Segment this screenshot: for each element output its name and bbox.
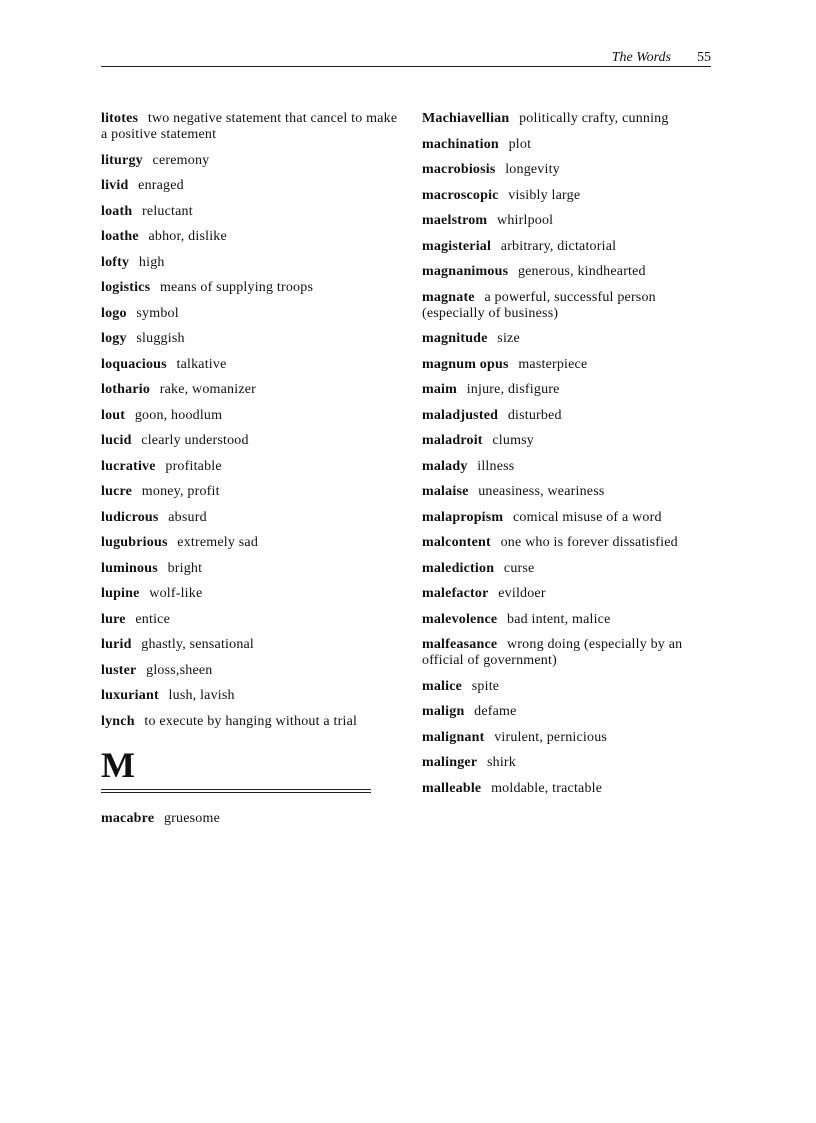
entry-definition: sluggish [136,331,185,346]
dictionary-entry [101,408,401,424]
entry-term: malady [422,458,468,474]
entry-term: litotes [101,111,139,126]
entry-definition: talkative [176,356,227,372]
section-letter: M [101,745,135,785]
entry-definition: visibly large [508,187,581,203]
dictionary-entry [422,679,722,695]
entry-definition: politically crafty, cunning [519,111,669,126]
dictionary-entry [422,433,722,449]
entry-definition: symbol [136,305,179,321]
entry-term: maim [422,382,458,397]
dictionary-entry [101,637,401,653]
entry-term: malignant [422,729,485,745]
dictionary-entry [422,357,722,373]
entry-definition: enraged [138,178,184,193]
entry-term: luminous [101,560,158,576]
entry-term: lynch [101,713,135,729]
entry-term: maladjusted [422,407,499,423]
entry-definition: generous, kindhearted [517,264,646,279]
entry-term: malevolence [422,611,498,627]
dictionary-entry [101,331,401,347]
dictionary-entry [101,382,401,398]
dictionary-entry [101,586,401,602]
dictionary-entry [101,255,401,271]
entry-term: lothario [101,382,151,397]
entry-definition: evildoer [498,586,546,601]
entry-term: livid [101,178,129,193]
dictionary-entry [422,188,722,204]
running-head-title: The Words [611,50,671,65]
dictionary-entry [422,111,722,127]
entry-term: logistics [101,280,151,295]
entry-term: magnitude [422,331,488,346]
entry-definition: to execute by hanging without a trial [144,713,358,729]
dictionary-entry [422,781,722,797]
dictionary-entry [101,561,401,577]
entry-definition: profitable [165,458,222,474]
dictionary-entry [101,204,401,220]
entry-term: logy [101,331,127,346]
dictionary-entry [422,408,722,424]
entry-term: malaise [422,484,469,499]
entry-definition: wolf-like [149,586,203,601]
entry-definition: whirlpool [497,213,554,228]
entry-definition: gruesome [163,811,220,826]
entry-term: malfeasance [422,637,498,652]
entry-definition: size [497,331,520,346]
dictionary-entry [422,704,722,720]
entry-term: malinger [422,755,478,770]
entry-definition: high [138,254,165,270]
entry-definition: entice [135,611,170,627]
entry-term: luster [101,662,137,678]
entry-definition: one who is forever dissatisfied [500,535,678,550]
dictionary-entry [101,433,401,449]
dictionary-entry [101,357,401,373]
dictionary-entry [422,331,722,347]
entry-term: lugubrious [101,535,168,550]
entry-term: liturgy [101,152,143,168]
entry-definition: bad intent, malice [507,611,611,627]
entry-definition: goon, hoodlum [134,407,223,423]
entry-term: malapropism [422,509,504,525]
dictionary-entry [101,612,401,628]
entry-definition: illness [477,458,515,474]
dictionary-entry [101,306,401,322]
entry-term: maelstrom [422,213,488,228]
entry-definition: bright [167,560,203,576]
entry-term: logo [101,305,127,321]
entry-term: malign [422,704,465,719]
dictionary-entry [101,111,401,143]
dictionary-entry [101,229,401,245]
entry-term: maladroit [422,433,483,448]
entry-definition: clumsy [492,433,535,448]
running-head [101,50,711,66]
dictionary-entry [101,811,401,827]
right-column [422,111,722,806]
entry-definition: rake, womanizer [159,382,257,397]
entry-definition: means of supplying troops [159,280,314,295]
entry-definition: extremely sad [177,535,259,550]
entry-term: lurid [101,637,132,652]
left-entry-list [101,111,401,730]
dictionary-entry [101,178,401,194]
dictionary-entry [101,510,401,526]
entry-definition: masterpiece [518,356,588,372]
entry-definition: longevity [505,162,560,177]
dictionary-entry [101,153,401,169]
entry-definition: ceremony [152,152,210,168]
entry-definition: plot [508,136,532,152]
entry-term: macroscopic [422,187,499,203]
dictionary-entry [101,714,401,730]
section-rule [101,789,371,790]
entry-definition: virulent, pernicious [494,729,608,745]
entry-term: lucre [101,484,133,499]
dictionary-entry [422,730,722,746]
entry-definition: money, profit [141,484,220,499]
entry-term: lout [101,407,126,423]
entry-term: ludicrous [101,509,159,525]
dictionary-entry [101,663,401,679]
entry-term: malediction [422,560,495,576]
dictionary-entry [101,535,401,551]
dictionary-entry [422,264,722,280]
entry-definition: abhor, dislike [148,229,227,244]
entry-definition: clearly understood [141,433,249,448]
left-column [101,111,401,837]
entry-definition: defame [474,704,517,719]
section-rule [101,792,371,793]
dictionary-entry [101,459,401,475]
dictionary-entry [101,484,401,500]
entry-definition: two negative statement that cancel to make a positive statement [101,111,398,142]
entry-definition: absurd [168,509,207,525]
entry-term: Machiavellian [422,111,510,126]
entry-definition: disturbed [507,407,562,423]
entry-definition: shirk [486,755,516,770]
entry-term: lucid [101,433,132,448]
dictionary-entry [422,162,722,178]
entry-definition: gloss,sheen [146,662,213,678]
entry-definition: comical misuse of a word [513,509,662,525]
dictionary-entry [422,382,722,398]
entry-term: lupine [101,586,140,601]
dictionary-entry [422,755,722,771]
dictionary-entry [422,213,722,229]
page-number: 55 [697,50,711,65]
dictionary-entry [101,280,401,296]
m-entry-list [101,811,401,827]
entry-definition: wrong doing (especially by an official of government) [422,637,683,668]
entry-definition: injure, disfigure [466,382,560,397]
dictionary-entry [422,239,722,255]
dictionary-entry [422,290,722,322]
entry-term: magnate [422,289,475,305]
entry-term: lure [101,611,126,627]
entry-term: malcontent [422,535,491,550]
entry-term: lucrative [101,458,156,474]
entry-term: loquacious [101,356,167,372]
dictionary-entry [422,510,722,526]
entry-term: lofty [101,254,130,270]
entry-term: macrobiosis [422,162,496,177]
entry-term: magisterial [422,238,492,254]
entry-term: luxuriant [101,688,159,703]
header-rule [101,66,711,67]
entry-definition: moldable, tractable [491,780,603,796]
entry-term: machination [422,136,499,152]
entry-term: magnanimous [422,264,509,279]
entry-term: loath [101,203,133,219]
dictionary-entry [422,535,722,551]
entry-term: malleable [422,780,482,796]
dictionary-entry [422,137,722,153]
entry-definition: arbitrary, dictatorial [500,238,617,254]
entry-definition: ghastly, sensational [141,637,255,652]
entry-definition: spite [471,678,500,694]
dictionary-entry [422,612,722,628]
entry-term: macabre [101,811,155,826]
entry-definition: reluctant [142,203,193,219]
right-entry-list [422,111,722,797]
dictionary-entry [101,688,401,704]
dictionary-entry [422,586,722,602]
dictionary-entry [422,637,722,669]
entry-term: malefactor [422,586,489,601]
dictionary-entry [422,561,722,577]
entry-definition: lush, lavish [168,688,235,703]
dictionary-entry [422,484,722,500]
entry-term: magnum opus [422,356,509,372]
section-heading [101,739,401,811]
dictionary-entry [422,459,722,475]
entry-term: loathe [101,229,139,244]
entry-definition: a powerful, successful person (especially of business) [422,289,656,321]
entry-definition: curse [503,560,535,576]
entry-term: malice [422,678,463,694]
entry-definition: uneasiness, weariness [478,484,605,499]
